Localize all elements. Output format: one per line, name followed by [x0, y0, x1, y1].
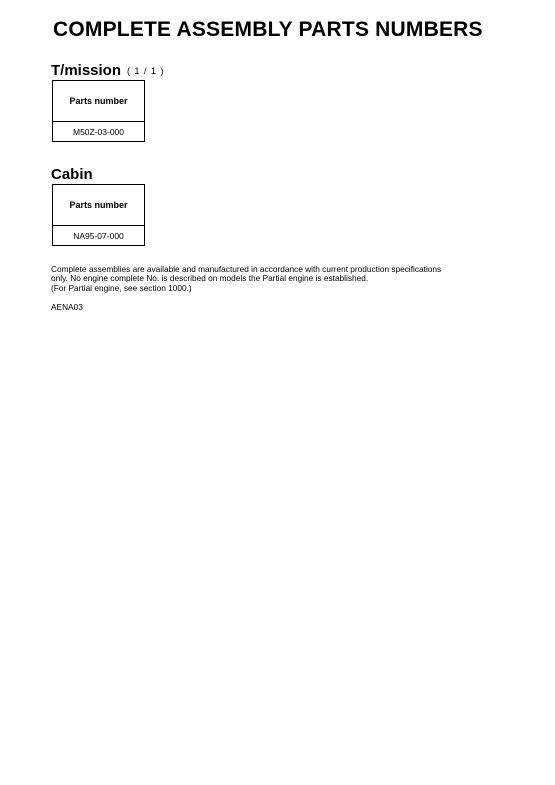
note-line: Complete assemblies are available and manufactured in accordance with current production specifications [51, 264, 442, 274]
note-paragraph [51, 265, 521, 293]
section-heading-label: T/mission [51, 62, 122, 79]
section-heading-label: Cabin [51, 166, 93, 183]
section-heading-cabin [51, 166, 93, 183]
part-number-cell: NA95-07-000 [73, 230, 124, 241]
parts-table-header: Parts number [53, 185, 144, 226]
part-number-cell: M50Z-03-000 [72, 126, 125, 137]
document-code: AENA03 [51, 302, 83, 312]
parts-table-header: Parts number [53, 81, 144, 122]
page-title: COMPLETE ASSEMBLY PARTS NUMBERS [53, 18, 483, 41]
parts-table-tmission [52, 80, 145, 142]
section-heading-tmission [51, 62, 165, 79]
parts-table-cabin [52, 184, 145, 246]
page-counter: ( 1 / 1 ) [127, 66, 165, 76]
note-line: (For Partial engine, see section 1000.) [51, 282, 192, 293]
note-line: only. No engine complete No. is described on models the Partial engine is established. [51, 273, 369, 284]
